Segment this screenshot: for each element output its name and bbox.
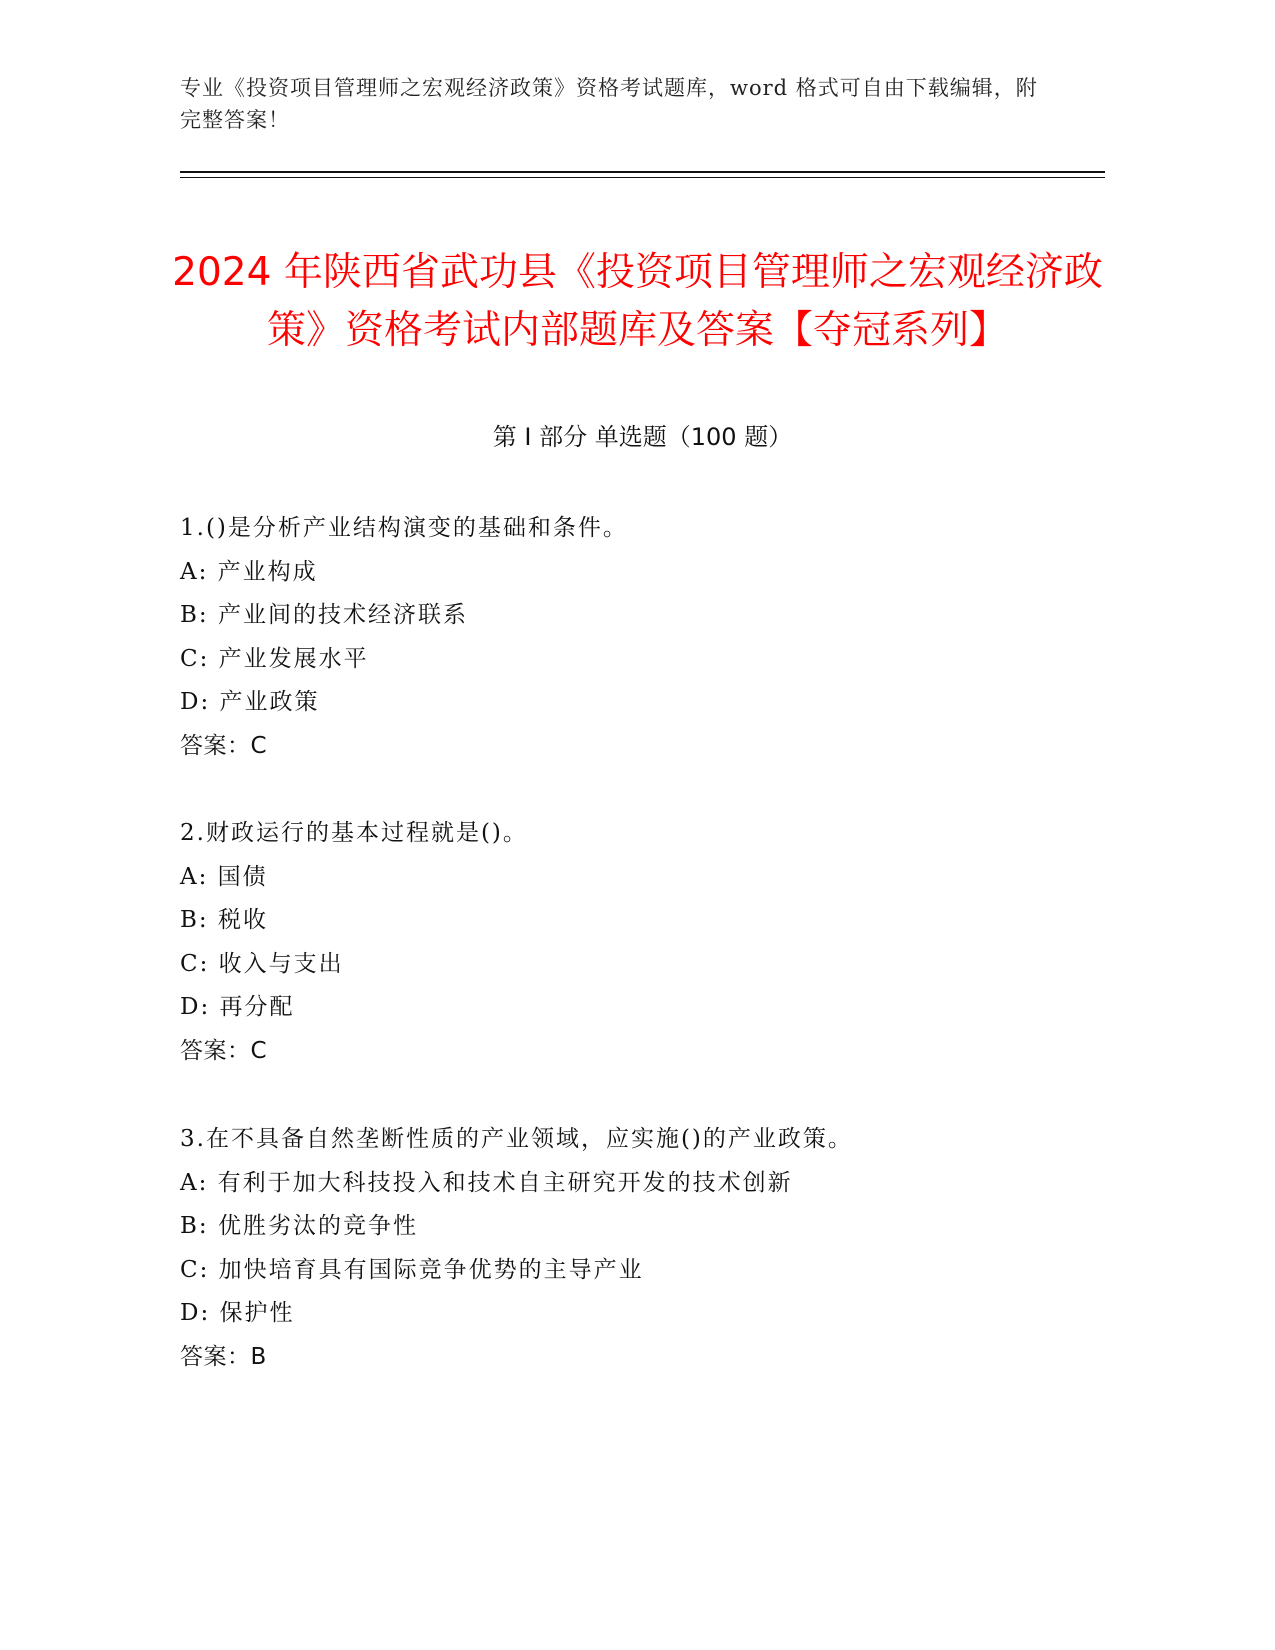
header-note: 专业《投资项目管理师之宏观经济政策》资格考试题库，word 格式可自由下载编辑，附完整答案！ <box>180 76 1038 132</box>
option-a: A: 国债 <box>180 863 268 890</box>
question-block <box>180 812 1080 1073</box>
option-c: C: 产业发展水平 <box>180 645 369 672</box>
header-divider-thick <box>180 171 1105 173</box>
option-d: D: 产业政策 <box>180 689 320 715</box>
question-stem: 2.财政运行的基本过程就是()。 <box>180 820 528 846</box>
option-d: D: 保护性 <box>180 1300 295 1326</box>
option-b: B: 产业间的技术经济联系 <box>180 602 468 628</box>
option-c: C: 加快培育具有国际竞争优势的主导产业 <box>180 1256 644 1283</box>
option-c: C: 收入与支出 <box>180 950 344 977</box>
question-block <box>180 507 1080 768</box>
question-stem: 1.()是分析产业结构演变的基础和条件。 <box>180 515 628 541</box>
question-block <box>180 1118 1080 1379</box>
question-stem: 3.在不具备自然垄断性质的产业领域，应实施()的产业政策。 <box>180 1126 853 1152</box>
document-title: 2024 年陕西省武功县《投资项目管理师之宏观经济政策》资格考试内部题库及答案【夺冠系列】 <box>172 250 1103 354</box>
answer: 答案：C <box>180 732 268 759</box>
section-title: 第 I 部分 单选题（100 题） <box>492 423 793 451</box>
option-b: B: 优胜劣汰的竞争性 <box>180 1213 418 1239</box>
option-b: B: 税收 <box>180 907 268 933</box>
option-a: A: 产业构成 <box>180 558 318 585</box>
answer: 答案：B <box>180 1343 267 1370</box>
answer: 答案：C <box>180 1037 268 1064</box>
option-a: A: 有利于加大科技投入和技术自主研究开发的技术创新 <box>180 1169 793 1196</box>
header-divider-thin <box>180 177 1105 178</box>
option-d: D: 再分配 <box>180 994 295 1020</box>
